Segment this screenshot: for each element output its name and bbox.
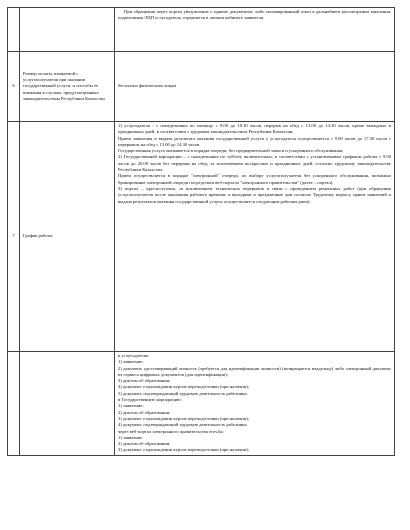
list-item: к услугодателю: <box>118 353 150 358</box>
row-content-cell <box>115 122 395 352</box>
row-name-cell <box>20 8 115 52</box>
list-item: 1) заявление; <box>118 359 144 365</box>
paragraph: При обращении через портал уведомление о приеме документов, либо мотивированный отказ в дальнейшем рассмотрении заявления, подписанная ЭЦП услугодателя, отражается в личном кабинете заявителя. <box>118 9 391 21</box>
row-content-cell <box>115 8 395 52</box>
paragraph: 1) услугодателя - с понедельника по пятницу с 9.00 до 18.30 часов, перерыв на обед с 13.00 до 14.30 часов, кроме выходных и праздничных дней, в соответствии с трудовым законодательством Республики Казахстан. <box>118 123 391 135</box>
table-row <box>8 352 395 456</box>
list-item: 1) заявление <box>118 434 143 440</box>
paragraph: бесплатно физическим лицам <box>118 83 177 89</box>
row-name-cell <box>20 352 115 456</box>
row-number-cell: 6 <box>8 52 20 122</box>
list-item: 4) документ, подтверждающий трудовую деятельность работника; <box>118 422 248 428</box>
row-name-cell: График работы <box>20 122 115 352</box>
list-item: 3) документ о прохождении курсов переподготовки (при наличии); <box>118 447 250 453</box>
table-row <box>8 8 395 52</box>
document-table <box>7 7 395 456</box>
list-item: 2) диплом об образовании; <box>118 441 171 447</box>
list-item: через веб-портал электронного правительства eгov.kz: <box>118 428 224 434</box>
row-number-cell <box>8 8 20 52</box>
list-item: 5) документ, подтверждающий трудовую деятельность работника; <box>118 390 248 396</box>
row-name-cell: Размер оплаты, взимаемой с услугополучателя при оказании государственной услуги, и способы ее взимания в случаях, предусмотренных законодательством Республики Казахстан <box>20 52 115 122</box>
row-number-cell: 7 <box>8 122 20 352</box>
table-row <box>8 52 395 122</box>
row-number-cell <box>8 352 20 456</box>
list-item: 3) диплом об образовании; <box>118 378 171 384</box>
list-item: 3) документ о прохождении курсов переподготовки (при наличии); <box>118 415 250 421</box>
paragraph: Прием заявления и выдача результата оказания государственной услуги у услугодателя осуществляется с 9.00 часов до 17.30 часов с перерывом на обед с 13.00 до 14.30 часов. <box>118 135 391 147</box>
paragraph: 3) портал – круглосуточно, за исключением технических перерывов в связи с проведением ремонтных работ (при обращении услугополучателя после окончания рабочего времени, в выходные и праздничные дни согласно Трудовому кодексу, прием заявлений и выдача результатов оказания государственной услуги осуществляется следующим рабочим днем). <box>118 185 391 204</box>
list-item: 2) документ, удостоверяющий личность (требуется для идентификации личности) (возвращается владельцу) либо электронный документ из сервиса цифровых документов (для идентификации); <box>118 365 391 377</box>
list-item: 2) диплом об образовании; <box>118 409 171 415</box>
list-item: 1) заявление; <box>118 403 144 409</box>
paragraph: Прием осуществляется в порядке "электронной" очереди, по выбору услугополучателя без ускоренного обслуживания, возможно бронирование электронной очереди посредством веб-портала "электронного правительства" (далее – портал). <box>118 173 391 185</box>
table-row <box>8 122 395 352</box>
list-item: 4) документ о прохождении курсов переподготовки (при наличии); <box>118 384 250 390</box>
paragraph: 2) Государственной корпорации – с понедельника по субботу включительно, в соответствии с установленным графиком работы с 9.00 часов до 20.00 часов без перерыва на обед, за исключением воскресных и праздничных дней, согласно трудовому законодательству Республики Казахстан. <box>118 154 391 173</box>
row-content-cell <box>115 352 395 456</box>
paragraph: Государственная услуга оказывается в порядке очереди, без предварительной записи и ускоренного обслуживания; <box>118 148 344 154</box>
row-content-cell <box>115 52 395 122</box>
list-item: в Государственную корпорацию: <box>118 397 182 403</box>
